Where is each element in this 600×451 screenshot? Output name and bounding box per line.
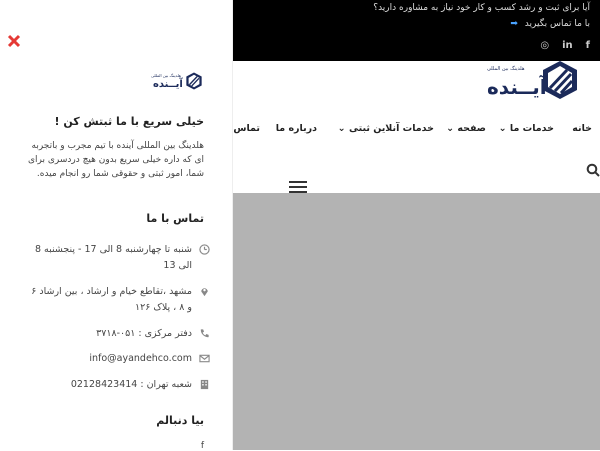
nav-page[interactable] — [446, 123, 486, 134]
address-text: مشهد ،تقاطع خیام و ارشاد ، بین ارشاد ۶ و ۸ ، پلاک ۱۲۶ — [31, 286, 192, 313]
site-logo[interactable] — [483, 60, 583, 102]
panel-logo — [151, 72, 203, 92]
social-links — [540, 40, 590, 51]
panel-logo-tagline: هلدینگ بین المللی — [151, 73, 181, 78]
top-bar — [232, 0, 600, 61]
panel-logo-name: آیــنده — [153, 79, 183, 90]
facebook-icon[interactable]: f — [200, 441, 204, 451]
phone-text: دفتر مرکزی : ۰۵۱-۳۷۱۸ — [96, 328, 192, 339]
tehran-text: شعبه تهران : 02128423414 — [70, 379, 192, 390]
envelope-icon — [199, 353, 210, 364]
panel-description: هلدینگ بین المللی آینده با تیم مجرب و باتجربه ای که داره خیلی سریع بدون هیچ دردسری برای شما، امور ثبتی و حقوقی شما رو انجام میده. — [27, 141, 204, 179]
search-icon[interactable] — [586, 163, 600, 177]
clock-icon — [199, 244, 210, 255]
hero-image — [232, 193, 600, 450]
tehran-row — [24, 377, 210, 393]
side-panel — [0, 0, 233, 450]
close-icon[interactable] — [6, 33, 22, 49]
follow-heading: بیا دنبالم — [156, 414, 204, 427]
nav-online-services[interactable] — [338, 123, 434, 134]
address-row — [24, 284, 210, 316]
menu-toggle-icon[interactable] — [289, 181, 307, 193]
email-link[interactable]: info@ayandehco.com — [89, 353, 192, 364]
phone-row — [24, 326, 210, 342]
panel-title: خیلی سریع با ما ثبتش کن ! — [54, 115, 204, 128]
nav-about[interactable]: درباره ما — [275, 123, 317, 134]
facebook-icon[interactable]: f — [585, 40, 590, 51]
arrow-right-icon: ➡ — [510, 19, 518, 29]
hours-text: شنبه تا چهارشنبه 8 الی 17 - پنجشنبه 8 الی 13 — [34, 244, 192, 271]
logo-mark-icon — [185, 72, 203, 90]
nav-contact[interactable]: تماس — [233, 123, 260, 134]
logo-tagline: هلدینگ بین المللی — [487, 66, 525, 72]
linkedin-icon[interactable]: in — [562, 40, 573, 51]
chevron-down-icon: ⌄ — [446, 123, 455, 134]
map-pin-icon — [199, 286, 210, 297]
hours-row — [24, 242, 210, 274]
main-nav — [232, 123, 600, 141]
chevron-down-icon: ⌄ — [498, 123, 507, 134]
building-icon — [199, 379, 210, 390]
contact-link[interactable] — [510, 19, 590, 29]
nav-services-label: خدمات ما — [509, 123, 554, 134]
nav-services[interactable] — [499, 123, 554, 134]
nav-page-label: صفحه — [457, 123, 486, 134]
nav-online-services-label: خدمات آنلاین ثبتی — [348, 123, 434, 134]
logo-name: آیــنده — [487, 75, 547, 99]
phone-icon — [199, 328, 210, 339]
nav-home[interactable]: خانه — [572, 123, 592, 134]
chevron-down-icon: ⌄ — [337, 123, 346, 134]
instagram-icon[interactable]: ◎ — [540, 40, 550, 51]
contact-heading: تماس با ما — [146, 212, 204, 225]
contact-cta-label: با ما تماس بگیرید — [524, 19, 590, 29]
email-row — [24, 351, 210, 367]
consult-question: آیا برای ثبت و رشد کسب و کار خود نیاز به مشاوره دارید؟ — [373, 3, 590, 13]
